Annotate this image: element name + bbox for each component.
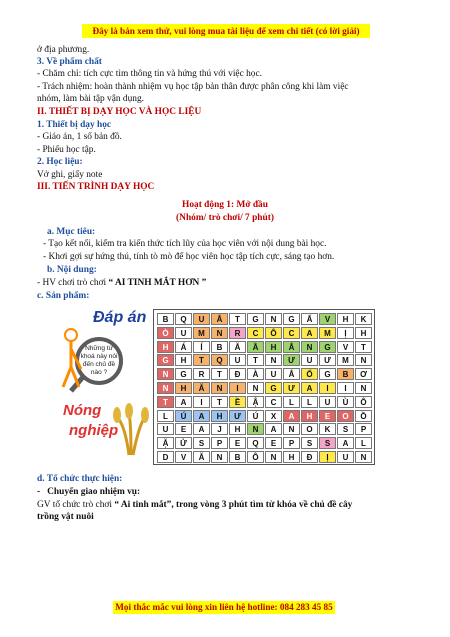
text-line: - Trách nhiệm: hoàn thành nhiệm vụ học tập bản thân được phân công khi làm việc <box>37 82 349 92</box>
task-label: Chuyển giao nhiệm vụ: <box>47 487 141 497</box>
grid-cell: U <box>301 354 318 366</box>
grid-cell: H <box>265 341 282 353</box>
section-heading: a. Mục tiêu: <box>47 227 96 237</box>
text-line: - Phiếu học tập. <box>37 145 96 155</box>
text-line: nhóm, làm bài tập vận dụng. <box>37 94 145 104</box>
grid-cell: J <box>211 423 228 435</box>
grid-cell: I <box>229 382 246 394</box>
grid-cell: M <box>319 327 336 339</box>
grid-cell: N <box>265 313 282 325</box>
grid-cell: L <box>301 396 318 408</box>
grid-cell: D <box>157 451 174 463</box>
grid-cell: Ú <box>247 410 264 422</box>
grid-cell: A <box>193 423 210 435</box>
grid-cell: Ư <box>283 354 300 366</box>
grid-cell: U <box>265 368 282 380</box>
grid-cell: N <box>283 423 300 435</box>
section-heading: 2. Học liệu: <box>37 157 83 167</box>
text-line: trồng vật nuôi <box>37 512 94 522</box>
grid-cell: H <box>355 327 372 339</box>
grid-cell: P <box>283 437 300 449</box>
question-text: Những từ khoá này nói đến chủ đề nào ? <box>80 345 118 376</box>
text-line: - Giáo án, 1 số bản đồ. <box>37 132 122 142</box>
grid-cell: Á <box>175 341 192 353</box>
grid-cell: C <box>265 396 282 408</box>
grid-cell: K <box>355 313 372 325</box>
grid-cell: À <box>247 368 264 380</box>
grid-cell: Ị <box>319 451 336 463</box>
grid-cell: Ử <box>175 437 192 449</box>
grid-cell: P <box>211 437 228 449</box>
grid-cell: Ô <box>265 327 282 339</box>
grid-cell: G <box>157 354 174 366</box>
grid-cell: O <box>337 410 354 422</box>
game-intro: - HV chơi trò chơi <box>37 278 107 288</box>
grid-cell: X <box>265 410 282 422</box>
grid-cell: Ấ <box>301 313 318 325</box>
grid-cell: A <box>337 437 354 449</box>
text-line <box>37 486 140 498</box>
grid-cell: M <box>337 354 354 366</box>
grid-cell: N <box>265 451 282 463</box>
letter-grid <box>153 309 375 465</box>
grid-cell: N <box>211 382 228 394</box>
grid-cell: V <box>175 451 192 463</box>
grid-cell: U <box>175 327 192 339</box>
grid-cell: N <box>355 354 372 366</box>
word-search-figure <box>59 305 376 465</box>
grid-cell: N <box>355 451 372 463</box>
grid-cell: M <box>193 327 210 339</box>
section-heading: II. THIẾT BỊ DẠY HỌC VÀ HỌC LIỆU <box>37 107 202 117</box>
answer-label: Đáp án <box>93 309 147 326</box>
task-intro: GV tổ chức trò chơi <box>37 500 112 510</box>
preview-banner: Đây là bản xem thử, vui lòng mua tài liệu để xem chi tiết (có lời giải) <box>82 24 370 38</box>
grid-cell: Đ <box>229 368 246 380</box>
grid-cell: G <box>319 368 336 380</box>
grid-cell: G <box>265 382 282 394</box>
grid-cell: N <box>157 382 174 394</box>
game-name: “ AI TINH MẮT HƠN ” <box>108 278 207 288</box>
grid-cell: H <box>337 313 354 325</box>
grid-cell: T <box>355 341 372 353</box>
grid-cell: Ề <box>229 396 246 408</box>
grid-cell: R <box>229 327 246 339</box>
grid-cell: U <box>319 396 336 408</box>
grid-cell: H <box>301 410 318 422</box>
grid-cell: Q <box>175 313 192 325</box>
grid-cell: C <box>247 327 264 339</box>
activity-subtitle: (Nhóm/ trò chơi/ 7 phút) <box>176 213 274 223</box>
text-line <box>37 277 206 289</box>
text-line: - Tạo kết nối, kiểm tra kiến thức tích lũy của học viên với nội dung bài học. <box>43 239 327 249</box>
grid-cell: Ắ <box>211 313 228 325</box>
grid-cell: T <box>229 313 246 325</box>
section-heading: 1. Thiết bị dạy học <box>37 120 112 130</box>
grid-cell: Ầ <box>247 341 264 353</box>
grid-cell: S <box>337 423 354 435</box>
grid-cell: T <box>157 396 174 408</box>
grid-cell: T <box>211 396 228 408</box>
grid-cell: Ú <box>175 410 192 422</box>
grid-cell: G <box>247 313 264 325</box>
grid-cell: H <box>175 354 192 366</box>
grid-cell: Ù <box>337 396 354 408</box>
grid-cell: N <box>211 327 228 339</box>
grid-cell: Ậ <box>247 396 264 408</box>
grid-cell: V <box>319 313 336 325</box>
section-heading: III. TIẾN TRÌNH DẠY HỌC <box>37 182 155 192</box>
grid-cell: N <box>211 451 228 463</box>
grid-cell: Ă <box>193 451 210 463</box>
grid-cell: E <box>319 410 336 422</box>
grid-cell: G <box>175 368 192 380</box>
grid-cell: Q <box>211 354 228 366</box>
grid-cell: U <box>337 451 354 463</box>
grid-cell: E <box>265 437 282 449</box>
grid-cell: L <box>157 410 174 422</box>
grid-cell: Ă <box>193 382 210 394</box>
grid-cell: A <box>283 410 300 422</box>
grid-cell: R <box>193 368 210 380</box>
grid-cell: Ư <box>283 382 300 394</box>
grid-cell: Ư <box>229 410 246 422</box>
grid-cell: Ô <box>355 396 372 408</box>
grid-cell: Ị <box>337 327 354 339</box>
grid-cell: Đ <box>301 451 318 463</box>
grid-cell: L <box>283 396 300 408</box>
hotline-footer: Mọi thắc mắc vui lòng xin liên hệ hotline: 084 283 45 85 <box>113 601 335 614</box>
grid-cell: Ắ <box>283 368 300 380</box>
grid-cell: E <box>175 423 192 435</box>
grid-cell: A <box>175 396 192 408</box>
text-line: Vở ghi, giấy note <box>37 170 103 180</box>
text-line: ở địa phương. <box>37 45 90 55</box>
grid-cell: S <box>319 437 336 449</box>
grid-cell: Ố <box>301 368 318 380</box>
grid-cell: Ò <box>157 327 174 339</box>
grid-cell: H <box>175 382 192 394</box>
grid-cell: L <box>355 437 372 449</box>
grid-cell: B <box>229 451 246 463</box>
grid-cell: C <box>283 327 300 339</box>
grid-cell: N <box>247 423 264 435</box>
grid-cell: G <box>283 313 300 325</box>
grid-cell: I <box>193 396 210 408</box>
grid-cell: Ơ <box>355 368 372 380</box>
grid-cell: K <box>319 423 336 435</box>
topic-word-2: nghiệp <box>69 422 119 439</box>
grid-cell: B <box>211 341 228 353</box>
grid-cell: Í <box>193 341 210 353</box>
grid-cell: S <box>193 437 210 449</box>
grid-cell: G <box>319 341 336 353</box>
grid-cell: P <box>355 423 372 435</box>
grid-cell: O <box>301 423 318 435</box>
section-heading: d. Tổ chức thực hiện: <box>37 474 123 484</box>
grid-cell: H <box>283 451 300 463</box>
grid-cell: Q <box>247 437 264 449</box>
grid-cell: I <box>319 382 336 394</box>
grid-cell: B <box>157 313 174 325</box>
grid-cell: A <box>193 410 210 422</box>
grid-cell: T <box>211 368 228 380</box>
grid-cell: T <box>247 354 264 366</box>
text-line: - Chăm chỉ: tích cực tìm thông tin và hứng thú với việc học. <box>37 69 262 79</box>
grid-cell: E <box>229 437 246 449</box>
text-line <box>37 499 352 511</box>
grid-cell: Ặ <box>157 437 174 449</box>
grid-cell: N <box>301 341 318 353</box>
grid-cell: S <box>301 437 318 449</box>
text-line: - Khơi gợi sự hứng thú, tính tò mò để học viên học tập tích cực, sáng tạo hơn. <box>43 252 335 262</box>
topic-word-1: Nóng <box>63 402 102 419</box>
task-detail: “ Ai tinh mắt”, trong vòng 3 phút tìm từ khóa về chủ đề cây <box>114 500 353 510</box>
grid-cell: A <box>265 423 282 435</box>
grid-cell: Ô <box>247 451 264 463</box>
grid-cell: U <box>193 313 210 325</box>
grid-cell: U <box>157 423 174 435</box>
grid-cell: H <box>211 410 228 422</box>
grid-cell: A <box>301 327 318 339</box>
section-heading: b. Nội dung: <box>47 265 97 275</box>
grid-cell: B <box>337 368 354 380</box>
section-heading: 3. Về phẩm chất <box>37 57 102 67</box>
bullet-dash: - <box>37 487 41 497</box>
grid-cell: Ă <box>229 341 246 353</box>
grid-cell: N <box>265 354 282 366</box>
section-heading: c. Sản phẩm: <box>37 291 90 301</box>
grid-cell: V <box>337 341 354 353</box>
grid-cell: N <box>355 382 372 394</box>
grid-cell: Ắ <box>283 341 300 353</box>
grid-cell: N <box>247 382 264 394</box>
activity-title: Hoạt động 1: Mở đầu <box>182 200 268 210</box>
grid-cell: Ồ <box>355 410 372 422</box>
grid-cell: H <box>229 423 246 435</box>
grid-cell: H <box>157 341 174 353</box>
grid-cell: U <box>229 354 246 366</box>
grid-cell: T <box>193 354 210 366</box>
grid-cell: A <box>301 382 318 394</box>
grid-cell: N <box>157 368 174 380</box>
grid-cell: I <box>337 382 354 394</box>
figure-illustration <box>59 305 153 465</box>
grid-cell: Ư <box>319 354 336 366</box>
